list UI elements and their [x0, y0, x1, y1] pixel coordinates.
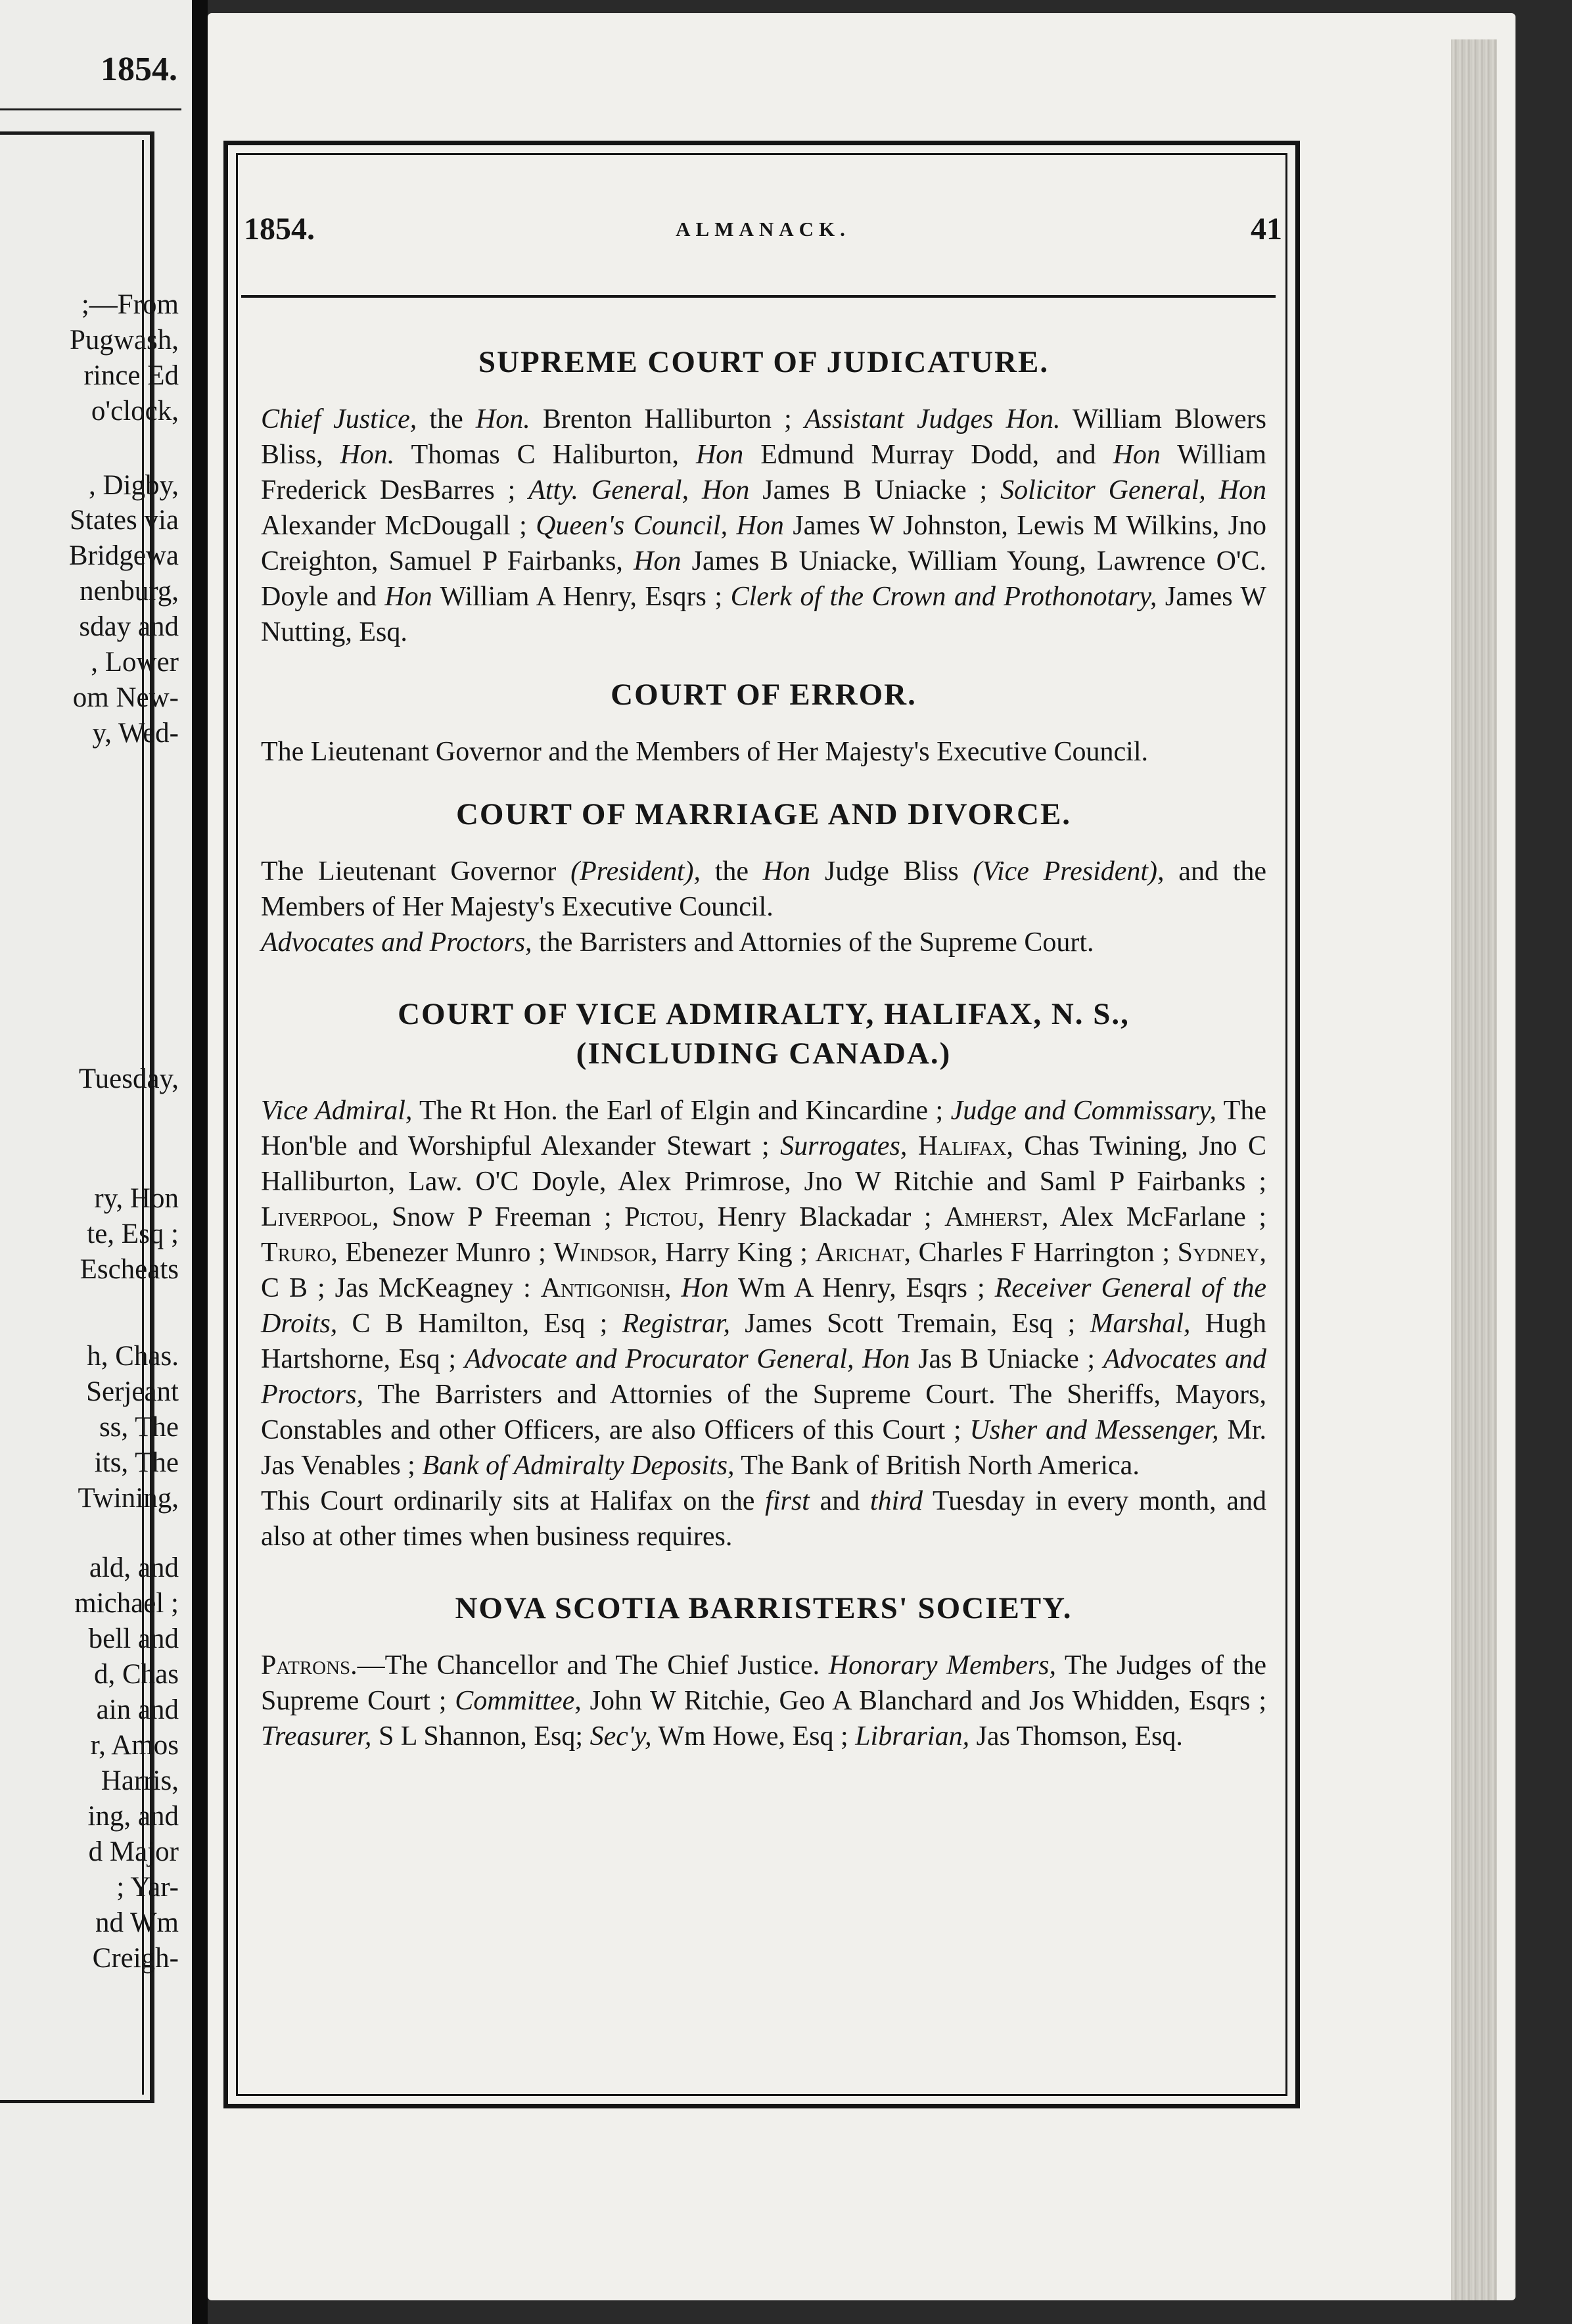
previous-page-line: ss, The: [99, 1412, 179, 1443]
page-number: 41: [1251, 212, 1282, 246]
admiralty-text: The Rt Hon. the Earl of Elgin and Kincardine ;: [412, 1096, 951, 1126]
admiralty-text: Advocate and Procurator General, Hon: [464, 1344, 910, 1374]
previous-page-line: d, Chas: [94, 1659, 179, 1690]
barristers-text: Sec'y,: [590, 1721, 652, 1752]
admiralty-text: Marshal,: [1090, 1309, 1191, 1339]
supreme-text: the: [417, 404, 476, 434]
supreme-text: Edmund Murray Dodd, and: [743, 440, 1113, 470]
supreme-text: Brenton Halliburton ;: [530, 404, 805, 434]
previous-page-fragment: [0, 0, 192, 2324]
barristers-society-paragraph: [261, 1648, 1266, 1754]
supreme-text: Clerk of the Crown and Prothonotary,: [730, 582, 1157, 612]
page-edges: [1451, 39, 1497, 2300]
admiralty-place: Amherst,: [944, 1202, 1049, 1232]
admiralty-text: Ebenezer Munro ;: [337, 1238, 554, 1268]
admiralty-place: Arichat,: [815, 1238, 912, 1268]
supreme-text: William Frederick DesBarres ;: [261, 440, 1267, 505]
vice-admiralty-subheading: (INCLUDING CANADA.): [576, 1036, 952, 1071]
page-body: [261, 342, 1266, 1754]
previous-page-line: d Major: [88, 1836, 179, 1867]
supreme-text: Queen's Council, Hon: [536, 511, 784, 541]
previous-page-line: te, Esq ;: [87, 1219, 179, 1249]
marriage-text: Judge Bliss: [810, 856, 973, 887]
admiralty-text: Wm A Henry, Esqrs ;: [728, 1273, 995, 1303]
supreme-text: William Blowers Bliss,: [261, 404, 1267, 470]
admiralty-text: Mr. Jas Venables ;: [261, 1415, 1267, 1481]
previous-page-line: its, The: [94, 1447, 179, 1478]
supreme-court-heading: SUPREME COURT OF JUDICATURE.: [478, 345, 1050, 379]
admiralty-text: Judge and Commissary,: [950, 1096, 1216, 1126]
running-header: [244, 211, 1282, 250]
previous-page-line: States via: [70, 505, 179, 536]
previous-page-line: h, Chas.: [87, 1341, 179, 1372]
marriage-text: the Barristers and Attornies of the Supreme Court.: [532, 927, 1094, 958]
court-of-error-heading: COURT OF ERROR.: [611, 678, 917, 712]
admiralty-text: C B Hamilton, Esq ;: [337, 1309, 622, 1339]
admiralty-text: Advocates and Proctors,: [261, 1344, 1266, 1410]
barristers-text: The Judges of the Supreme Court ;: [261, 1650, 1266, 1716]
supreme-text: Hon.: [340, 440, 395, 470]
barristers-text: Honorary Members,: [828, 1650, 1056, 1681]
previous-page-line: Escheats: [80, 1254, 179, 1285]
page-border: [223, 141, 1300, 2108]
supreme-text: James B Uniacke ;: [749, 475, 1001, 505]
supreme-text: Hon: [1113, 440, 1161, 470]
marriage-text: Advocates and Proctors,: [261, 927, 532, 958]
marriage-text: Hon: [762, 856, 811, 887]
admiralty-text: Registrar,: [622, 1309, 731, 1339]
admiralty-text: Hon: [681, 1273, 729, 1303]
supreme-text: Atty. General, Hon: [528, 475, 750, 505]
header-title: ALMANACK.: [676, 218, 850, 241]
previous-page-line: r, Amos: [90, 1730, 179, 1761]
barristers-text: Jas Thomson, Esq.: [969, 1721, 1183, 1752]
admiralty-text: Charles F Harrington ;: [911, 1238, 1178, 1268]
previous-page-line: Tuesday,: [78, 1063, 179, 1094]
admiralty-text: Harry King ;: [657, 1238, 816, 1268]
barristers-text: Librarian,: [855, 1721, 970, 1752]
admiralty-text: Jas B Uniacke ;: [910, 1344, 1103, 1374]
supreme-text: Hon: [634, 546, 682, 576]
admiralty-text: third: [869, 1486, 923, 1516]
admiralty-text: and: [809, 1486, 870, 1516]
marriage-text: and the Members of Her Majesty's Executive Council.: [261, 856, 1266, 922]
vice-admiralty-paragraph-2: [261, 1483, 1266, 1554]
previous-page-line: sday and: [79, 611, 179, 642]
admiralty-text: C B ; Jas McKeagney :: [261, 1273, 541, 1303]
marriage-text: The Lieutenant Governor: [261, 856, 571, 887]
barristers-text: Patrons.: [261, 1650, 358, 1681]
supreme-text: Hon.: [475, 404, 530, 434]
previous-page-line: nd Wm: [95, 1907, 179, 1938]
marriage-text: the: [700, 856, 763, 887]
court-of-error-paragraph: The Lieutenant Governor and the Members of Her Majesty's Executive Council.: [261, 737, 1148, 767]
admiralty-text: Henry Blackadar ;: [705, 1202, 945, 1232]
supreme-text: James B Uniacke, William Young, Lawrence O'C. Doyle and: [261, 546, 1266, 612]
previous-page-line: bell and: [88, 1623, 179, 1654]
supreme-text: James W Nutting, Esq.: [261, 582, 1266, 647]
barristers-text: —The Chancellor and The Chief Justice.: [357, 1650, 829, 1681]
admiralty-text: Chas Twining, Jno C Halliburton, Law. O'C Doyle, Alex Primrose, Jno W Ritchie and Saml P Fairbanks ;: [261, 1131, 1266, 1197]
previous-page-line: , Lower: [91, 647, 179, 678]
supreme-text: Thomas C Haliburton,: [394, 440, 696, 470]
marriage-text: (President),: [570, 856, 701, 887]
book-gutter: [192, 0, 208, 2324]
previous-page-header-rule: [0, 108, 181, 110]
previous-page-line: Serjeant: [86, 1376, 179, 1407]
supreme-text: James W Johnston, Lewis M Wilkins, Jno Creighton, Samuel P Fairbanks,: [261, 511, 1266, 576]
admiralty-text: James Scott Tremain, Esq ;: [730, 1309, 1090, 1339]
admiralty-text: Alex McFarlane ;: [1048, 1202, 1266, 1232]
previous-page-line: o'clock,: [91, 396, 179, 427]
previous-page-year: 1854.: [101, 51, 177, 88]
supreme-text: Alexander McDougall ;: [261, 511, 536, 541]
admiralty-place: Sydney,: [1177, 1238, 1266, 1268]
admiralty-text: [671, 1273, 681, 1303]
admiralty-place: Halifax,: [917, 1131, 1013, 1161]
supreme-text: William A Henry, Esqrs ;: [432, 582, 731, 612]
admiralty-text: Tuesday in every month, and also at other times when business requires.: [261, 1486, 1266, 1552]
previous-page-line: nenburg,: [80, 576, 179, 607]
admiralty-text: The Barristers and Attornies of the Supreme Court. The Sheriffs, Mayors, Constables and other Officers, are also Officers of this Court ;: [261, 1380, 1266, 1445]
barristers-text: S L Shannon, Esq;: [371, 1721, 590, 1752]
barristers-text: Treasurer,: [261, 1721, 372, 1752]
supreme-text: Hon: [384, 582, 432, 612]
admiralty-place: Windsor,: [553, 1238, 658, 1268]
supreme-text: Chief Justice,: [261, 404, 417, 434]
admiralty-text: Bank of Admiralty Deposits,: [422, 1451, 735, 1481]
supreme-court-paragraph: [261, 402, 1266, 650]
previous-page-line: Creigh-: [92, 1943, 179, 1974]
admiralty-text: first: [765, 1486, 810, 1516]
previous-page-line: om New-: [72, 682, 179, 713]
previous-page-line: Harris,: [101, 1765, 179, 1796]
admiralty-text: This Court ordinarily sits at Halifax on the: [261, 1486, 766, 1516]
previous-page-line: Pugwash,: [69, 325, 179, 356]
admiralty-text: Usher and Messenger,: [969, 1415, 1219, 1445]
almanack-page: [208, 13, 1515, 2300]
barristers-text: Wm Howe, Esq ;: [651, 1721, 856, 1752]
vice-admiralty-heading: COURT OF VICE ADMIRALTY, HALIFAX, N. S.,: [398, 997, 1130, 1031]
previous-page-line: rince Ed: [83, 360, 179, 391]
admiralty-text: The Hon'ble and Worshipful Alexander Stewart ;: [261, 1096, 1266, 1161]
previous-page-line: ;—From: [81, 289, 179, 320]
previous-page-line: y, Wed-: [92, 718, 179, 749]
admiralty-text: Receiver General of the Droits,: [261, 1273, 1267, 1339]
admiralty-text: Surrogates,: [780, 1131, 908, 1161]
vice-admiralty-paragraph-1: [261, 1093, 1266, 1483]
marriage-divorce-paragraph-2: [261, 925, 1266, 960]
admiralty-text: Snow P Freeman ;: [379, 1202, 625, 1232]
previous-page-line: michael ;: [74, 1588, 179, 1619]
admiralty-text: Hugh Hartshorne, Esq ;: [261, 1309, 1266, 1374]
admiralty-place: Truro,: [261, 1238, 338, 1268]
barristers-text: John W Ritchie, Geo A Blanchard and Jos Whidden, Esqrs ;: [581, 1686, 1266, 1716]
previous-page-line: ing, and: [87, 1801, 179, 1832]
previous-page-line: , Digby,: [89, 470, 179, 501]
previous-page-line: ry, Hon: [94, 1183, 179, 1214]
admiralty-place: Pictou,: [624, 1202, 705, 1232]
supreme-text: Hon: [695, 440, 744, 470]
admiralty-place: Antigonish,: [540, 1273, 672, 1303]
previous-page-line: ; Yar-: [116, 1872, 179, 1903]
supreme-text: [994, 404, 1006, 434]
marriage-divorce-heading: COURT OF MARRIAGE AND DIVORCE.: [455, 797, 1072, 831]
previous-page-line: Bridgewa: [68, 540, 179, 571]
barristers-society-heading: NOVA SCOTIA BARRISTERS' SOCIETY.: [455, 1591, 1073, 1625]
marriage-text: (Vice President),: [973, 856, 1165, 887]
marriage-divorce-paragraph-1: [261, 854, 1266, 925]
supreme-text: Solicitor General, Hon: [1000, 475, 1267, 505]
header-year: 1854.: [244, 212, 315, 246]
admiralty-text: [907, 1131, 917, 1161]
supreme-text: Hon.: [1006, 404, 1061, 434]
previous-page-line: ald, and: [89, 1552, 179, 1583]
barristers-text: Committee,: [455, 1686, 582, 1716]
supreme-text: Assistant Judges: [804, 404, 994, 434]
previous-page-line: Twining,: [78, 1483, 179, 1514]
admiralty-text: Vice Admiral,: [261, 1096, 413, 1126]
header-rule: [241, 295, 1276, 298]
admiralty-text: The Bank of British North America.: [734, 1451, 1140, 1481]
previous-page-line: ain and: [96, 1694, 179, 1725]
admiralty-place: Liverpool,: [261, 1202, 379, 1232]
